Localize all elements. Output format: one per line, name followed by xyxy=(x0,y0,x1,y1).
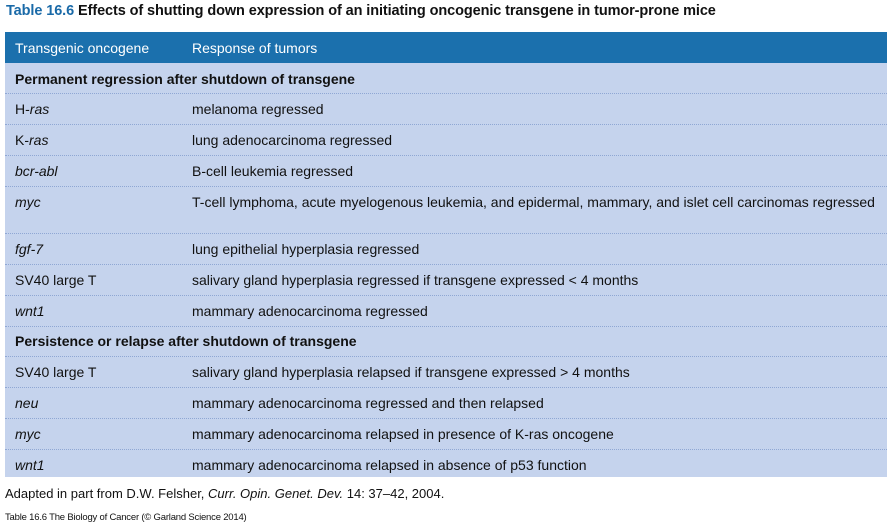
row-divider xyxy=(5,326,887,327)
oncogene-name: neu xyxy=(15,395,39,411)
oncogene-name: wnt1 xyxy=(15,457,45,473)
oncogene-cell xyxy=(15,364,96,380)
table-title xyxy=(6,3,716,19)
row-divider xyxy=(5,449,887,450)
oncogene-cell xyxy=(15,426,41,442)
oncogene-cell xyxy=(15,457,45,473)
row-divider xyxy=(5,155,887,156)
section-header-regression: Permanent regression after shutdown of transgene xyxy=(15,71,355,87)
table-header xyxy=(5,32,887,63)
oncogene-cell xyxy=(15,241,43,257)
response-cell: mammary adenocarcinoma relapsed in absence of p53 function xyxy=(192,457,587,473)
row-divider xyxy=(5,387,887,388)
row-divider xyxy=(5,264,887,265)
response-cell: mammary adenocarcinoma relapsed in presence of K-ras oncogene xyxy=(192,426,614,442)
footnote-citation: 14: 37–42, 2004. xyxy=(343,486,445,501)
response-cell: B-cell leukemia regressed xyxy=(192,163,354,179)
response-cell: mammary adenocarcinoma regressed xyxy=(192,303,428,319)
response-cell: lung adenocarcinoma regressed xyxy=(192,132,393,148)
oncogene-cell xyxy=(15,132,48,148)
row-divider xyxy=(5,295,887,296)
oncogene-name: ras xyxy=(29,101,50,117)
response-cell: T-cell lymphoma, acute myelogenous leukemia, and epidermal, mammary, and islet cell carcinomas regressed xyxy=(192,194,875,210)
row-divider xyxy=(5,233,887,234)
row-divider xyxy=(5,186,887,187)
response-cell: lung epithelial hyperplasia regressed xyxy=(192,241,420,257)
oncogene-name: wnt1 xyxy=(15,303,45,319)
row-divider xyxy=(5,93,887,94)
response-cell: salivary gland hyperplasia regressed if transgene expressed < 4 months xyxy=(192,272,639,288)
oncogene-prefix: H- xyxy=(15,101,30,117)
data-table xyxy=(5,32,887,477)
oncogene-cell xyxy=(15,101,49,117)
oncogene-name: myc xyxy=(15,426,41,442)
row-divider xyxy=(5,124,887,125)
oncogene-prefix: K- xyxy=(15,132,29,148)
response-cell: mammary adenocarcinoma regressed and then relapsed xyxy=(192,395,544,411)
response-cell: salivary gland hyperplasia relapsed if transgene expressed > 4 months xyxy=(192,364,630,380)
section-header-relapse: Persistence or relapse after shutdown of transgene xyxy=(15,333,357,349)
copyright-credit: Table 16.6 The Biology of Cancer (© Garland Science 2014) xyxy=(5,512,247,523)
oncogene-cell xyxy=(15,303,45,319)
footnote-journal: Curr. Opin. Genet. Dev. xyxy=(208,486,344,501)
footnote-text: Adapted in part from D.W. Felsher, xyxy=(5,486,209,501)
oncogene-prefix: SV40 large T xyxy=(15,272,97,288)
oncogene-name: fgf-7 xyxy=(15,241,44,257)
column-header-oncogene: Transgenic oncogene xyxy=(15,40,150,56)
oncogene-prefix: SV40 large T xyxy=(15,364,97,380)
source-footnote xyxy=(5,486,444,501)
oncogene-cell xyxy=(15,272,96,288)
table-caption: Effects of shutting down expression of an initiating oncogenic transgene in tumor-prone mice xyxy=(78,3,716,19)
oncogene-cell xyxy=(15,395,38,411)
oncogene-name: myc xyxy=(15,194,41,210)
row-divider xyxy=(5,356,887,357)
response-cell: melanoma regressed xyxy=(192,101,324,117)
oncogene-cell xyxy=(15,194,41,210)
oncogene-name: bcr-abl xyxy=(15,163,58,179)
row-divider xyxy=(5,418,887,419)
table-number: Table 16.6 xyxy=(6,3,75,19)
oncogene-cell xyxy=(15,163,58,179)
oncogene-name: ras xyxy=(29,132,49,148)
column-header-response: Response of tumors xyxy=(192,40,318,56)
